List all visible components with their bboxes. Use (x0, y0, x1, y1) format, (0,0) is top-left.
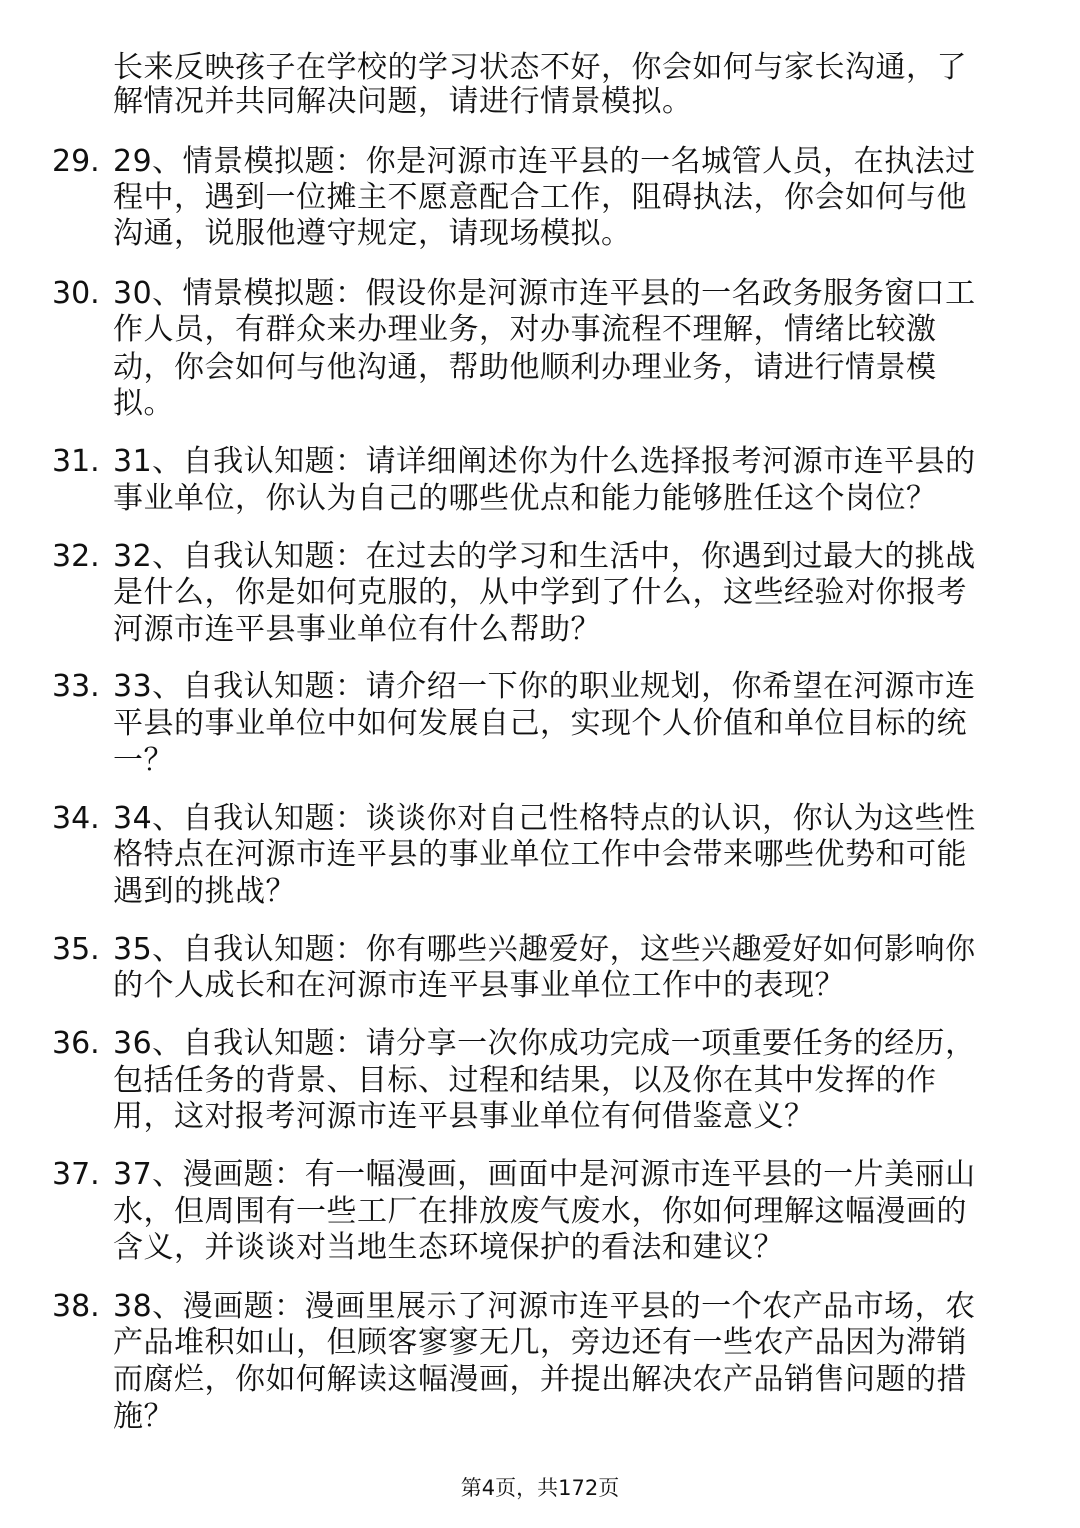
item-number: 33. (52, 669, 100, 704)
item-line: 用，这对报考河源市连平县事业单位有何借鉴意义？ (113, 1099, 815, 1134)
item-line: 的个人成长和在河源市连平县事业单位工作中的表现？ (113, 968, 845, 1003)
item-line: 35、自我认知题：你有哪些兴趣爱好，这些兴趣爱好如何影响你 (113, 932, 976, 967)
item-number: 29. (52, 144, 100, 179)
item-line: 一？ (113, 743, 174, 778)
item-line: 沟通，说服他遵守规定，请现场模拟。 (113, 216, 632, 251)
item-number: 34. (52, 801, 100, 836)
item-line: 作人员，有群众来办理业务，对办事流程不理解，情绪比较激 (113, 312, 937, 347)
item-number: 36. (52, 1026, 100, 1061)
continuation-line: 长来反映孩子在学校的学习状态不好，你会如何与家长沟通，了 (113, 50, 967, 85)
item-line: 包括任务的背景、目标、过程和结果，以及你在其中发挥的作 (113, 1063, 937, 1098)
item-line: 38、漫画题：漫画里展示了河源市连平县的一个农产品市场，农 (113, 1289, 976, 1324)
item-line: 格特点在河源市连平县的事业单位工作中会带来哪些优势和可能 (113, 837, 967, 872)
item-line: 遇到的挑战？ (113, 874, 296, 909)
item-number: 37. (52, 1157, 100, 1192)
item-line: 拟。 (113, 386, 174, 421)
item-line: 事业单位，你认为自己的哪些优点和能力能够胜任这个岗位？ (113, 481, 937, 516)
continuation-line: 解情况并共同解决问题，请进行情景模拟。 (113, 84, 693, 119)
item-line: 而腐烂，你如何解读这幅漫画，并提出解决农产品销售问题的措 (113, 1362, 967, 1397)
item-line: 34、自我认知题：谈谈你对自己性格特点的认识，你认为这些性 (113, 801, 976, 836)
item-number: 35. (52, 932, 100, 967)
item-line: 河源市连平县事业单位有什么帮助？ (113, 612, 601, 647)
item-number: 38. (52, 1289, 100, 1324)
item-line: 29、情景模拟题：你是河源市连平县的一名城管人员，在执法过 (113, 144, 976, 179)
item-line: 37、漫画题：有一幅漫画，画面中是河源市连平县的一片美丽山 (113, 1157, 976, 1192)
item-number: 30. (52, 276, 100, 311)
item-line: 33、自我认知题：请介绍一下你的职业规划，你希望在河源市连 (113, 669, 976, 704)
item-line: 36、自我认知题：请分享一次你成功完成一项重要任务的经历， (113, 1026, 976, 1061)
page-number-footer: 第4页，共172页 (460, 1476, 620, 1500)
item-line: 动，你会如何与他沟通，帮助他顺利办理业务，请进行情景模 (113, 350, 937, 385)
item-number: 31. (52, 444, 100, 479)
item-line: 是什么，你是如何克服的，从中学到了什么，这些经验对你报考 (113, 575, 967, 610)
item-line: 32、自我认知题：在过去的学习和生活中，你遇到过最大的挑战 (113, 539, 976, 574)
item-line: 程中，遇到一位摊主不愿意配合工作，阻碍执法，你会如何与他 (113, 180, 967, 215)
item-line: 31、自我认知题：请详细阐述你为什么选择报考河源市连平县的 (113, 444, 976, 479)
item-line: 施？ (113, 1399, 174, 1434)
item-line: 含义，并谈谈对当地生态环境保护的看法和建议？ (113, 1230, 784, 1265)
item-line: 30、情景模拟题：假设你是河源市连平县的一名政务服务窗口工 (113, 276, 976, 311)
item-line: 产品堆积如山，但顾客寥寥无几，旁边还有一些农产品因为滞销 (113, 1325, 967, 1360)
item-line: 平县的事业单位中如何发展自己，实现个人价值和单位目标的统 (113, 706, 967, 741)
item-line: 水，但周围有一些工厂在排放废气废水，你如何理解这幅漫画的 (113, 1194, 967, 1229)
item-number: 32. (52, 539, 100, 574)
